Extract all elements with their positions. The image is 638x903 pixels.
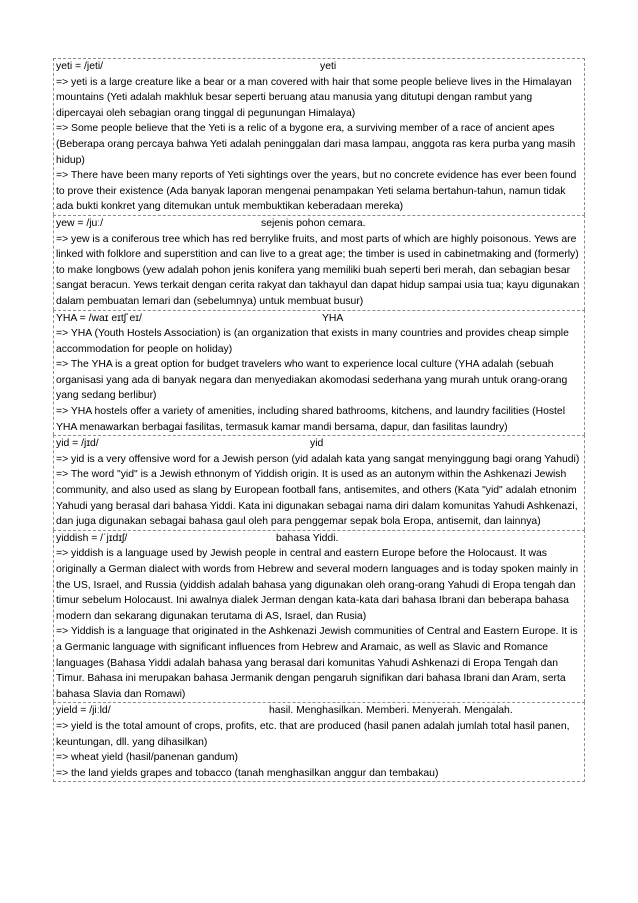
definition-line: => yiddish is a language used by Jewish people in central and eastern Europe before the Holocaust. It was originally a German dialect with words from Hebrew and several modern languages and is today spoken mainly in the US, Israel, and Russia (yiddish adalah bahasa yang digunakan oleh orang-orang Yahudi di Eropa tengah dan timur sebelum Holocaust. Ini awalnya dialek Jerman dengan kata-kata dari bahasa Ibrani dan beberapa bahasa modern dan sekarang digunakan terutama di AS, Israel, dan Rusia) [56, 548, 579, 622]
entry-yha [53, 310, 585, 436]
entry-header [56, 436, 582, 452]
headword: yid = /jɪd/ [56, 438, 99, 450]
headword: yiddish = /ˈjɪdɪʃ/ [56, 532, 128, 544]
example-line: => Some people believe that the Yeti is a relic of a bygone era, a surviving member of a race of ancient apes (Beberapa orang percaya bahwa Yeti adalah peninggalan dari masa lampau, anggota ras kera purba yang masih hidup) [56, 123, 576, 166]
entry-yid [53, 435, 585, 530]
definition-line: => yield is the total amount of crops, profits, etc. that are produced (hasil panen adalah jumlah total hasil panen, keuntungan, dll. yang dihasilkan) [56, 720, 570, 748]
example-line: => There have been many reports of Yeti sightings over the years, but no concrete evidence has ever been found to prove their existence (Ada banyak laporan mengenai penampakan Yeti selama bertahun-tahun, namun tidak ada bukti konkret yang ditemukan untuk membuktikan keberadaan mereka) [56, 170, 577, 213]
dictionary-document [53, 58, 585, 782]
entry-yield [53, 702, 585, 782]
example-line: => The YHA is a great option for budget travelers who want to experience local culture (YHA adalah (sebuah organisasi yang ada di banyak negara dan menyediakan akomodasi sederhana yang murah untuk orang-orang yang sedang berlibur) [56, 359, 568, 402]
meaning: yeti [320, 61, 337, 72]
entry-yiddish [53, 530, 585, 703]
entry-header [56, 59, 582, 75]
entry-header [56, 703, 582, 719]
meaning: bahasa Yiddi. [276, 532, 339, 544]
definition-line: => yid is a very offensive word for a Jewish person (yid adalah kata yang sangat menyinggung bagi orang Yahudi) [56, 453, 580, 465]
example-line: => YHA hostels offer a variety of amenities, including shared bathrooms, kitchens, and laundry facilities (Hostel YHA menawarkan berbagai fasilitas, termasuk kamar mandi bersama, dapur, dan fasilitas laundry) [56, 406, 566, 433]
meaning: yid [310, 438, 324, 450]
entry-header [56, 216, 582, 232]
definition-line: => YHA (Youth Hostels Association) is (an organization that exists in many countries and provides cheap simple accommodation for people on holiday) [56, 328, 569, 355]
entry-header [56, 531, 582, 547]
entry-header [56, 311, 582, 327]
meaning: sejenis pohon cemara. [261, 217, 366, 229]
headword: YHA = /waɪ eɪtʃˈeɪ/ [56, 312, 142, 324]
entry-yeti [53, 58, 585, 215]
example-line: => Yiddish is a language that originated in the Ashkenazi Jewish communities of Central and Eastern Europe. It is a Germanic language with significant influences from Hebrew and Aramaic, as well as Slavic and Romance languages (Bahasa Yiddi adalah bahasa yang berasal dari komunitas Yahudi Ashkenazi di Eropa Tengah dan Timur. Bahasa ini merupakan bahasa Jermanik dengan pengaruh signifikan dari bahasa Ibrani dan Aram, serta bahasa Slavia dan Romawi) [56, 626, 578, 700]
meaning: YHA [322, 312, 344, 324]
headword: yew = /juː/ [56, 217, 104, 229]
example-line: => wheat yield (hasil/panenan gandum) [56, 752, 238, 764]
headword: yield = /jiːld/ [56, 705, 111, 717]
definition-line: => yeti is a large creature like a bear or a man covered with hair that some people believe lives in the Himalayan mountains (Yeti adalah makhluk besar seperti beruang atau manusia yang ditutupi dengan rambut yang dipercayai oleh sebagian orang tinggal di pegunungan Himalaya) [56, 76, 572, 119]
definition-line: => yew is a coniferous tree which has red berrylike fruits, and most parts of which are highly poisonous. Yews are linked with folklore and superstition and can live to a great age; the timber is used in cabinetmaking and (formerly) to make longbows (yew adalah pohon jenis konifera yang memiliki buah seperti beri merah, dan sebagian besar sangat beracun. Yews terkait dengan cerita rakyat dan takhayul dan dapat hidup sampai usia tua; kayu digunakan dalam pembuatan lemari dan (sebelumnya) untuk membuat busur) [56, 233, 580, 307]
example-line: => The word "yid" is a Jewish ethnonym of Yiddish origin. It is used as an autonym within the Ashkenazi Jewish community, and also used as slang by European football fans, antisemites, and others (Kata "yid" adalah etnonim Yahudi yang berasal dari bahasa Yiddi. Kata ini digunakan sebagai nama diri dalam komunitas Yahudi Ashkenazi, dan juga digunakan sebagai bahasa gaul oleh para penggemar sepak bola Eropa, antisemit, dan lainnya) [56, 469, 578, 528]
headword: yeti = /jeti/ [56, 61, 104, 72]
entry-yew [53, 215, 585, 310]
example-line: => the land yields grapes and tobacco (tanah menghasilkan anggur dan tembakau) [56, 767, 439, 779]
meaning: hasil. Menghasilkan. Memberi. Menyerah. Mengalah. [269, 705, 513, 717]
